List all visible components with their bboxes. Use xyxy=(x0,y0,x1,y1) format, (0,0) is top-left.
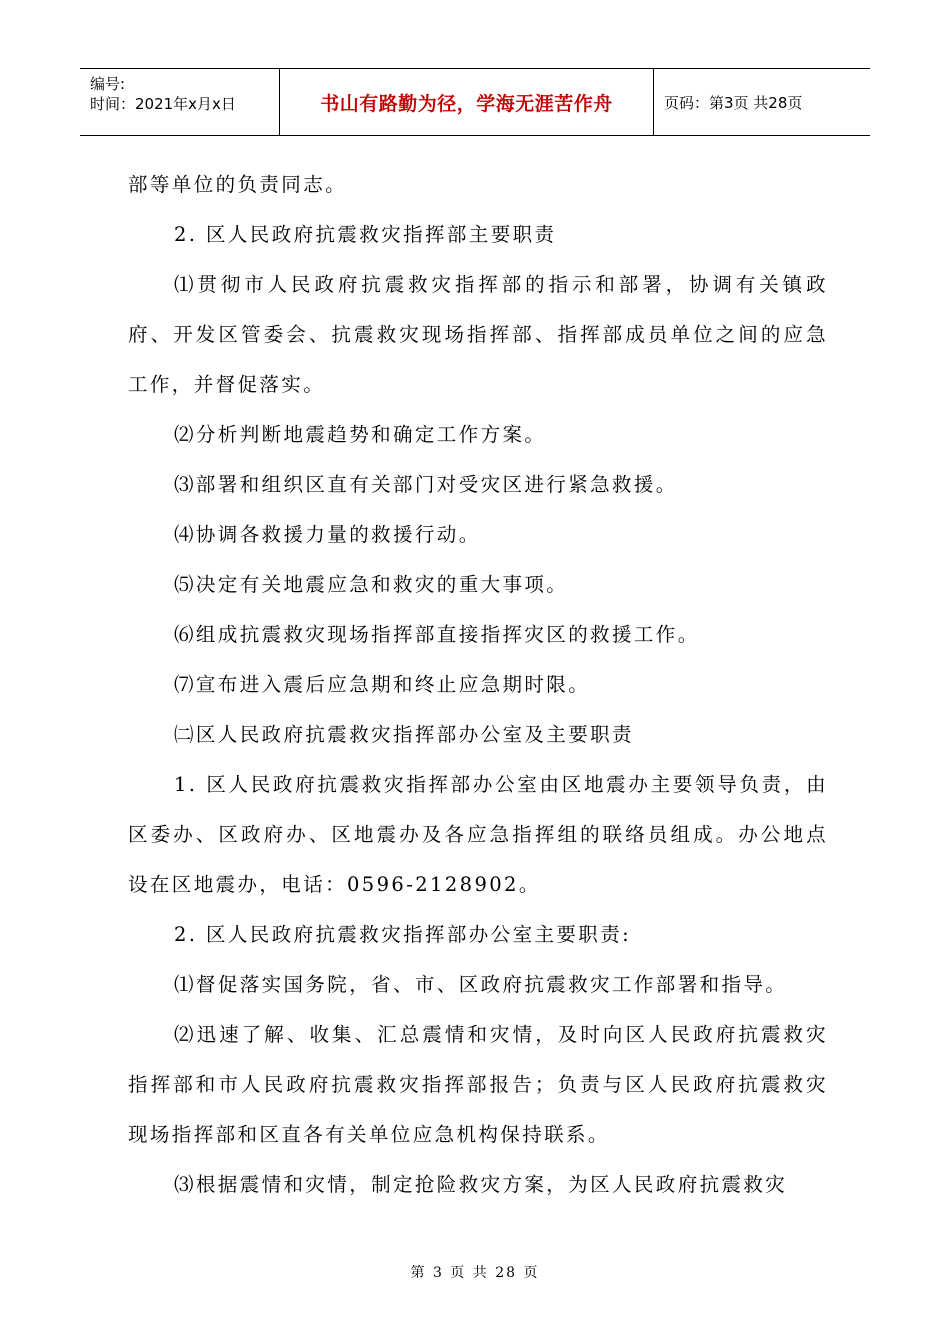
paragraph-continuation: 部等单位的负责同志。 xyxy=(128,173,348,196)
paragraph-item-5: ⑸决定有关地震应急和救灾的重大事项。 xyxy=(174,573,569,596)
paragraph-item-6: ⑹组成抗震救灾现场指挥部直接指挥灾区的救援工作。 xyxy=(174,623,700,646)
header-motto-cell xyxy=(280,69,654,135)
paragraph-section-heading: ㈡区人民政府抗震救灾指挥部办公室及主要职责 xyxy=(174,723,634,746)
header-motto: 书山有路勤为径，学海无涯苦作舟 xyxy=(320,92,613,115)
paragraph-office-item-1: ⑴督促落实国务院，省、市、区政府抗震救灾工作部署和指导。 xyxy=(174,973,788,996)
paragraph-item-2: ⑵分析判断地震趋势和确定工作方案。 xyxy=(174,423,547,446)
page-footer: 第 3 页 共 28 页 xyxy=(410,1265,540,1281)
paragraph-office-item-3: ⑶根据震情和灾情，制定抢险救灾方案，为区人民政府抗震救灾 xyxy=(174,1173,788,1196)
header-page-label: 页码：第3页 共28页 xyxy=(664,93,803,112)
document-number-label: 编号: xyxy=(90,75,126,93)
paragraph-item-3: ⑶部署和组织区直有关部门对受灾区进行紧急救援。 xyxy=(174,473,678,496)
paragraph-item-4: ⑷协调各救援力量的救援行动。 xyxy=(174,523,481,546)
document-date-label: 时间：2021年x月x日 xyxy=(90,95,236,113)
paragraph-item-1: ⑴贯彻市人民政府抗震救灾指挥部的指示和部署，协调有关镇政府、开发区管委会、抗震救灾现场指挥部、指挥部成员单位之间的应急工作，并督促落实。 xyxy=(128,273,828,396)
paragraph-office-item-2: ⑵迅速了解、收集、汇总震情和灾情，及时向区人民政府抗震救灾指挥部和市人民政府抗震救灾指挥部报告；负责与区人民政府抗震救灾现场指挥部和区直各有关单位应急机构保持联系。 xyxy=(128,1023,828,1146)
paragraph-item-7: ⑺宣布进入震后应急期和终止应急期时限。 xyxy=(174,673,591,696)
header-meta-cell xyxy=(80,69,280,135)
document-body xyxy=(128,160,828,1210)
paragraph-heading-2: 2. 区人民政府抗震救灾指挥部主要职责 xyxy=(174,223,557,246)
header-page-cell xyxy=(654,69,870,135)
paragraph-office-2-heading: 2. 区人民政府抗震救灾指挥部办公室主要职责: xyxy=(174,923,632,946)
header-table xyxy=(80,68,870,136)
paragraph-office-1: 1. 区人民政府抗震救灾指挥部办公室由区地震办主要领导负责，由区委办、区政府办、区地震办及各应急指挥组的联络员组成。办公地点设在区地震办，电话：0596-2128902。 xyxy=(128,773,828,896)
